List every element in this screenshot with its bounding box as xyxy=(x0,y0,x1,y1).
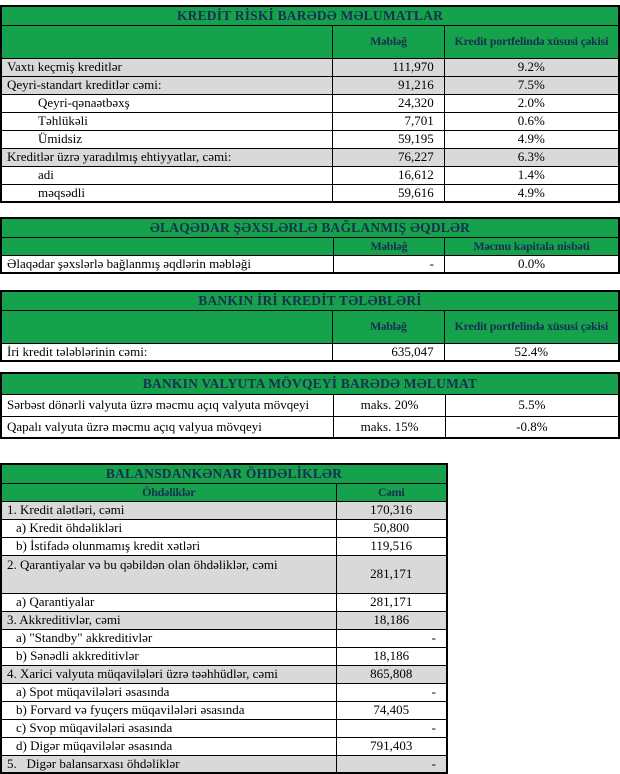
table-row xyxy=(1,537,447,555)
row-label: Əlaqədar şəxslərlə bağlanmış əqdlərin məbləği xyxy=(1,255,333,273)
total-value: 281,171 xyxy=(336,555,447,593)
row-label: Təhlükəli xyxy=(1,112,333,130)
total-value: 119,516 xyxy=(336,537,447,555)
table-row xyxy=(1,629,447,647)
position-value: 5.5% xyxy=(445,394,619,416)
row-label: a) "Standby" akkreditivlər xyxy=(1,629,336,647)
amount-value: 111,970 xyxy=(333,58,444,76)
large-credit-title: BANKIN İRİ KREDİT TƏLƏBLƏRİ xyxy=(1,291,619,310)
table-row xyxy=(1,683,447,701)
total-value: 50,800 xyxy=(336,519,447,537)
table-row xyxy=(1,310,619,343)
total-value: 170,316 xyxy=(336,501,447,519)
row-label: a) Kredit öhdəlikləri xyxy=(1,519,336,537)
row-label: məqsədli xyxy=(1,184,333,202)
share-value: 0.6% xyxy=(444,112,619,130)
table-row xyxy=(1,483,447,501)
amount-value: 59,616 xyxy=(333,184,444,202)
table-row xyxy=(1,184,619,202)
off-balance-title: BALANSDANKƏNAR ÖHDƏLİKLƏR xyxy=(1,464,447,483)
table-row xyxy=(1,464,447,483)
limit-value: maks. 15% xyxy=(334,416,446,438)
total-value: - xyxy=(336,683,447,701)
amount-value: 24,320 xyxy=(333,94,444,112)
amount-value: - xyxy=(333,255,444,273)
empty-header-cell xyxy=(1,310,333,343)
table-row xyxy=(1,501,447,519)
table-row xyxy=(1,291,619,310)
total-value: - xyxy=(336,629,447,647)
row-label: d) Digər müqavilələr əsasında xyxy=(1,737,336,755)
related-party-table xyxy=(0,217,620,274)
table-row xyxy=(1,593,447,611)
table-row xyxy=(1,416,619,438)
column-header-total: Cəmi xyxy=(336,483,447,501)
related-party-title: ƏLAQƏDAR ŞƏXSLƏRLƏ BAĞLANMIŞ ƏQDLƏR xyxy=(1,218,619,237)
share-value: 4.9% xyxy=(444,184,619,202)
total-value: - xyxy=(336,755,447,773)
table-row xyxy=(1,555,447,593)
table-row xyxy=(1,58,619,76)
column-header-amount: Məbləğ xyxy=(333,310,445,343)
empty-header-cell xyxy=(1,237,333,255)
table-row xyxy=(1,343,619,361)
table-row xyxy=(1,373,619,394)
currency-position-title: BANKIN VALYUTA MÖVQEYİ BARƏDƏ MƏLUMAT xyxy=(1,373,619,394)
credit-risk-title: KREDİT RİSKİ BARƏDƏ MƏLUMATLAR xyxy=(1,6,619,25)
off-balance-table xyxy=(0,463,448,774)
row-label: Sərbəst dönərli valyuta üzrə məcmu açıq valyuta mövqeyi xyxy=(1,394,334,416)
row-label: İri kredit tələblərinin cəmi: xyxy=(1,343,333,361)
table-row xyxy=(1,611,447,629)
table-row xyxy=(1,755,447,773)
credit-risk-table xyxy=(0,5,620,203)
table-row xyxy=(1,130,619,148)
table-row xyxy=(1,25,619,58)
row-label: Kreditlər üzrə yaradılmış ehtiyyatlar, cəmi: xyxy=(1,148,333,166)
row-label: 3. Akkreditivlər, cəmi xyxy=(1,611,336,629)
total-value: 18,186 xyxy=(336,647,447,665)
table-row xyxy=(1,6,619,25)
total-value: 74,405 xyxy=(336,701,447,719)
amount-value: 16,612 xyxy=(333,166,444,184)
share-value: 2.0% xyxy=(444,94,619,112)
table-row xyxy=(1,218,619,237)
share-value: 6.3% xyxy=(444,148,619,166)
table-row xyxy=(1,719,447,737)
table-row xyxy=(1,519,447,537)
column-header-liabilities: Öhdəliklər xyxy=(1,483,336,501)
total-value: 791,403 xyxy=(336,737,447,755)
row-label: Qeyri-standart kreditlər cəmi: xyxy=(1,76,333,94)
row-label: a) Spot müqavilələri əsasında xyxy=(1,683,336,701)
table-row xyxy=(1,394,619,416)
row-label: Ümidsiz xyxy=(1,130,333,148)
row-label: 1. Kredit alətləri, cəmi xyxy=(1,501,336,519)
share-value: 52.4% xyxy=(444,343,619,361)
row-label: Vaxtı keçmiş kreditlər xyxy=(1,58,333,76)
table-row xyxy=(1,647,447,665)
amount-value: 635,047 xyxy=(333,343,445,361)
total-value: 281,171 xyxy=(336,593,447,611)
column-header-amount: Məbləğ xyxy=(333,237,444,255)
total-value: - xyxy=(336,719,447,737)
share-value: 7.5% xyxy=(444,76,619,94)
limit-value: maks. 20% xyxy=(334,394,446,416)
amount-value: 91,216 xyxy=(333,76,444,94)
share-value: 9.2% xyxy=(444,58,619,76)
table-row xyxy=(1,665,447,683)
empty-header-cell xyxy=(1,25,333,58)
table-row xyxy=(1,76,619,94)
row-label: adi xyxy=(1,166,333,184)
row-label: 4. Xarici valyuta müqavilələri üzrə təəhhüdlər, cəmi xyxy=(1,665,336,683)
amount-value: 7,701 xyxy=(333,112,444,130)
row-label: Qapalı valyuta üzrə məcmu açıq valyua mövqeyi xyxy=(1,416,334,438)
table-row xyxy=(1,94,619,112)
table-row xyxy=(1,701,447,719)
large-credit-table xyxy=(0,290,620,362)
total-value: 865,808 xyxy=(336,665,447,683)
amount-value: 76,227 xyxy=(333,148,444,166)
table-row xyxy=(1,148,619,166)
column-header-share: Kredit portfelində xüsusi çəkisi xyxy=(444,25,619,58)
row-label: Qeyri-qənaətbəxş xyxy=(1,94,333,112)
column-header-amount: Məbləğ xyxy=(333,25,444,58)
table-row xyxy=(1,112,619,130)
row-label: c) Svop müqavilələri əsasında xyxy=(1,719,336,737)
column-header-share: Kredit portfelində xüsusi çəkisi xyxy=(444,310,619,343)
row-label: b) Sənədli akkreditivlər xyxy=(1,647,336,665)
table-row xyxy=(1,166,619,184)
ratio-value: 0.0% xyxy=(445,255,619,273)
table-row xyxy=(1,237,619,255)
row-label: 2. Qarantiyalar və bu qəbildən olan öhdəliklər, cəmi xyxy=(1,555,336,593)
currency-position-table xyxy=(0,372,620,439)
row-label: a) Qarantiyalar xyxy=(1,593,336,611)
row-label: b) İstifadə olunmamış kredit xətləri xyxy=(1,537,336,555)
row-label: b) Forvard və fyuçers müqavilələri əsasında xyxy=(1,701,336,719)
position-value: -0.8% xyxy=(445,416,619,438)
share-value: 1.4% xyxy=(444,166,619,184)
table-row xyxy=(1,255,619,273)
share-value: 4.9% xyxy=(444,130,619,148)
column-header-ratio: Məcmu kapitala nisbəti xyxy=(445,237,619,255)
table-row xyxy=(1,737,447,755)
amount-value: 59,195 xyxy=(333,130,444,148)
row-label: 5. Digər balansarxası öhdəliklər xyxy=(1,755,336,773)
total-value: 18,186 xyxy=(336,611,447,629)
